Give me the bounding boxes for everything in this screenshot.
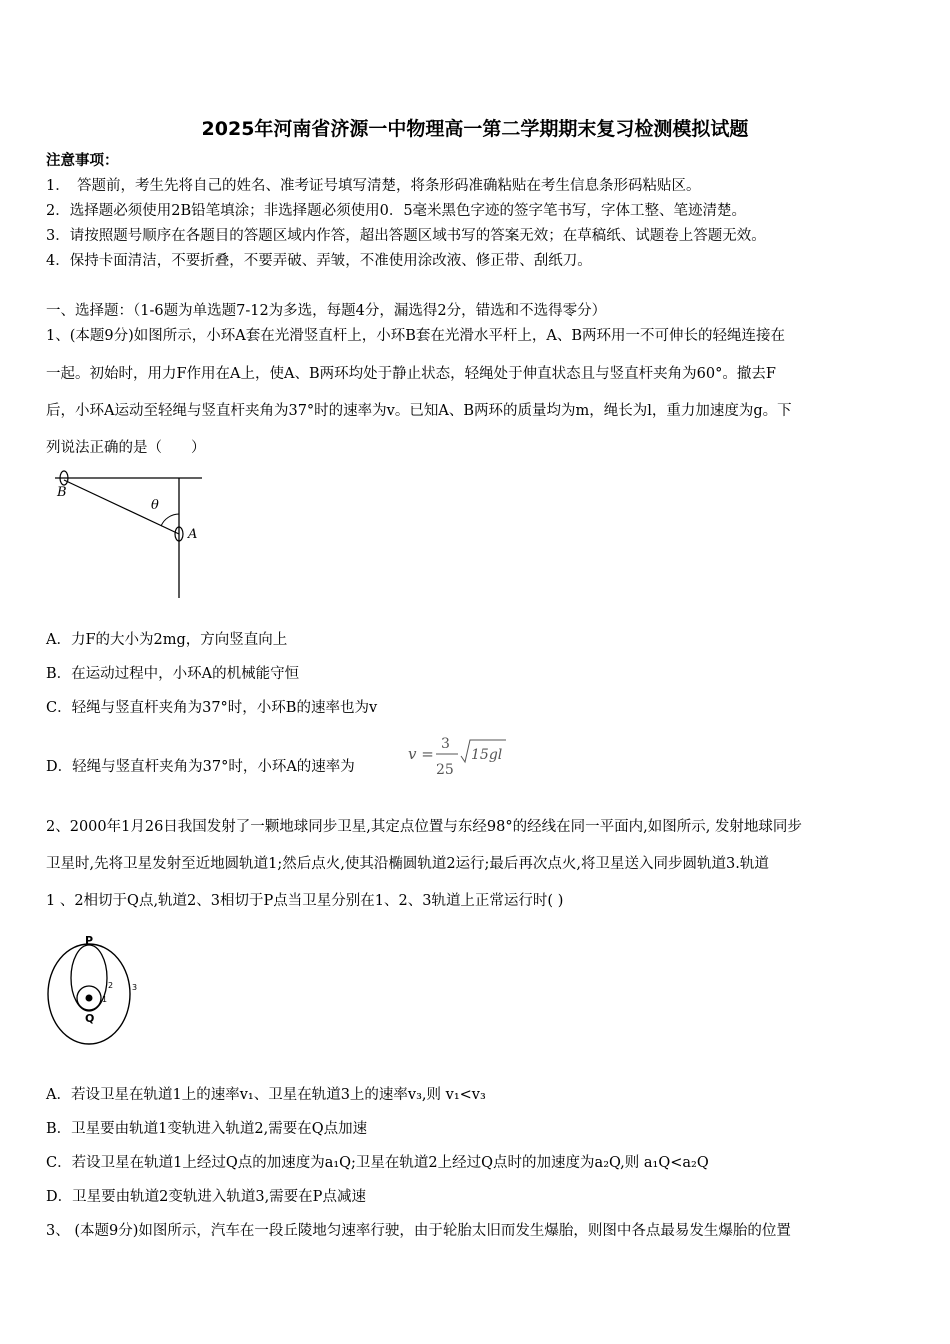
q1-line-4: 列说法正确的是（ ） — [46, 440, 206, 456]
q1-option-d-formula — [406, 730, 516, 780]
q2-option-a: A．若设卫星在轨道1上的速率v₁、卫星在轨道3上的速率v₃,则 v₁<v₃ — [46, 1087, 486, 1103]
q3-line-1: 3、 (本题9分)如图所示，汽车在一段丘陵地匀速率行驶，由于轮胎太旧而发生爆胎，则图中各点最易发生爆胎的位置 — [46, 1223, 791, 1239]
formula-radicand: 15gl — [471, 747, 503, 763]
q1-line-3: 后，小环A运动至轻绳与竖直杆夹角为37°时的速率为v。已知A、B两环的质量均为m，绳长为l，重力加速度为g。下 — [46, 403, 792, 419]
page-title: 2025年河南省济源一中物理高一第二学期期末复习检测模拟试题 — [201, 118, 749, 140]
notice-item-4: 4．保持卡面清洁，不要折叠，不要弄破、弄皱，不准使用涂改液、修正带、刮纸刀。 — [46, 253, 592, 269]
light-rope — [64, 480, 179, 534]
q2-figure — [44, 928, 144, 1053]
label-q: Q — [85, 1012, 95, 1025]
notice-item-1: 1． 答题前，考生先将自己的姓名、准考证号填写清楚，将条形码准确粘贴在考生信息条形码粘贴区。 — [46, 178, 701, 194]
formula-lhs: v = — [408, 745, 434, 763]
q1-line-1: 1、(本题9分)如图所示，小环A套在光滑竖直杆上，小环B套在光滑水平杆上，A、B两环用一不可伸长的轻绳连接在 — [46, 328, 786, 344]
label-a: A — [188, 527, 198, 542]
label-1: 1 — [102, 995, 108, 1004]
formula-numerator: 3 — [441, 736, 450, 752]
orbit-3 — [48, 944, 130, 1044]
label-3: 3 — [132, 983, 138, 992]
notice-heading: 注意事项： — [46, 152, 119, 169]
q1-option-d-text: D．轻绳与竖直杆夹角为37°时，小环A的速率为 — [46, 759, 355, 775]
q1-option-d — [46, 757, 355, 777]
q1-figure — [50, 466, 210, 606]
q2-line-1: 2、2000年1月26日我国发射了一颗地球同步卫星,其定点位置与东经98°的经线在同一平面内,如图所示, 发射地球同步 — [46, 819, 802, 835]
earth — [86, 995, 93, 1002]
angle-arc — [161, 514, 179, 526]
notice-item-3: 3．请按照题号顺序在各题目的答题区域内作答，超出答题区域书写的答案无效；在草稿纸、试题卷上答题无效。 — [46, 228, 766, 244]
q1-line-2: 一起。初始时，用力F作用在A上，使A、B两环均处于静止状态，轻绳处于伸直状态且与竖直杆夹角为60°。撤去F — [46, 366, 776, 382]
q2-line-3: 1 、2相切于Q点,轨道2、3相切于P点当卫星分别在1、2、3轨道上正常运行时( ) — [46, 893, 564, 909]
notice-item-2: 2．选择题必须使用2B铅笔填涂；非选择题必须使用0．5毫米黑色字迹的签字笔书写，字体工整、笔迹清楚。 — [46, 203, 747, 219]
q2-option-b: B．卫星要由轨道1变轨进入轨道2,需要在Q点加速 — [46, 1121, 368, 1137]
label-p: P — [85, 934, 94, 947]
q1-option-a: A．力F的大小为2mg，方向竖直向上 — [46, 632, 288, 648]
label-b: B — [57, 485, 67, 500]
q1-option-c: C．轻绳与竖直杆夹角为37°时，小环B的速率也为v — [46, 700, 378, 716]
q2-option-d: D．卫星要由轨道2变轨进入轨道3,需要在P点减速 — [46, 1189, 366, 1205]
q1-option-b: B．在运动过程中，小环A的机械能守恒 — [46, 666, 300, 682]
formula-denominator: 25 — [436, 762, 454, 778]
label-theta: θ — [151, 498, 159, 513]
q2-option-c: C．若设卫星在轨道1上经过Q点的加速度为a₁Q;卫星在轨道2上经过Q点时的加速度为a₂Q,则 a₁Q<a₂Q — [46, 1155, 709, 1171]
label-2: 2 — [108, 981, 114, 990]
section-heading: 一、选择题：（1-6题为单选题7-12为多选，每题4分，漏选得2分，错选和不选得零分） — [46, 303, 607, 319]
q2-line-2: 卫星时,先将卫星发射至近地圆轨道1;然后点火,使其沿椭圆轨道2运行;最后再次点火,将卫星送入同步圆轨道3.轨道 — [46, 856, 769, 872]
